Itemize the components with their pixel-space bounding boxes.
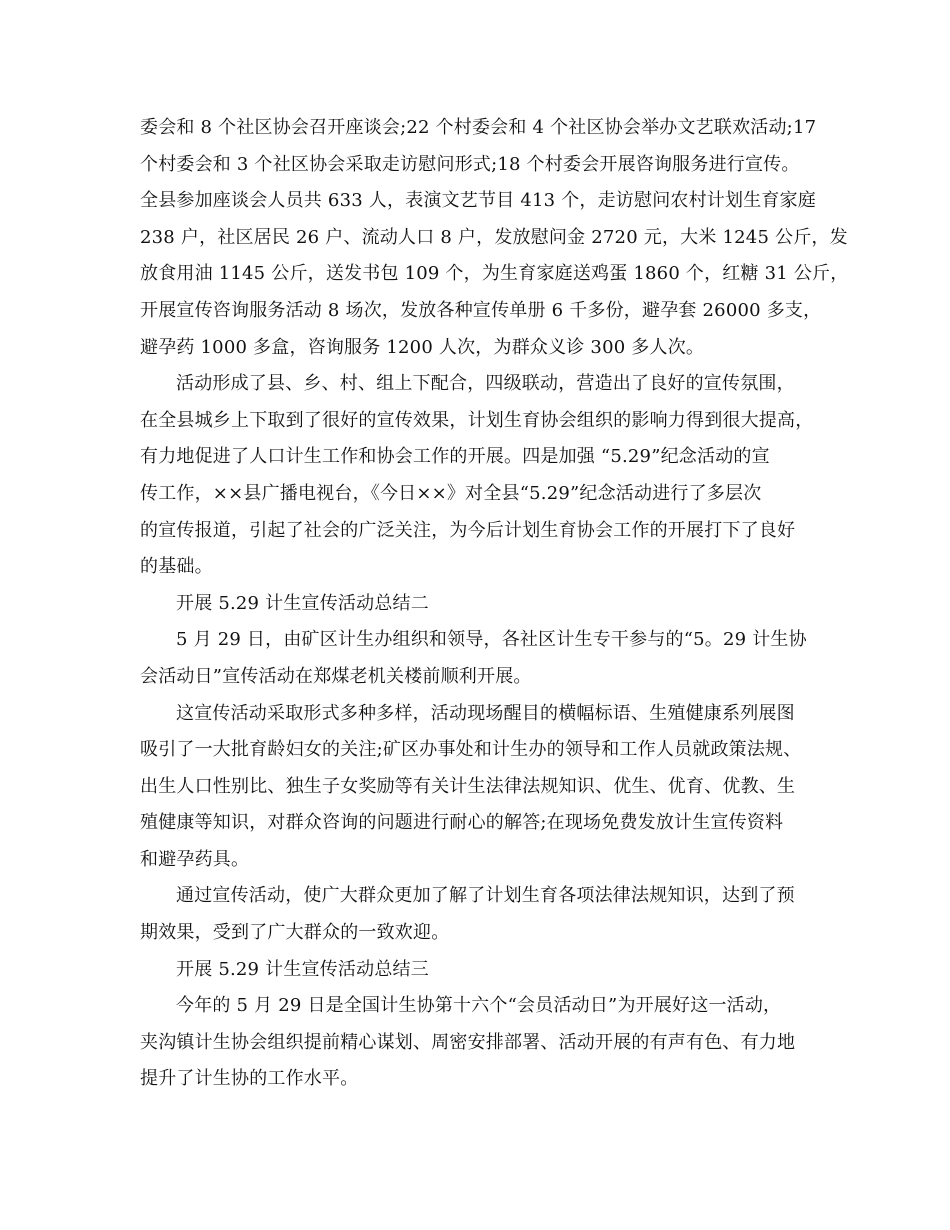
text-line: 出生人口性别比、独生子女奖励等有关计生法律法规知识、优生、优育、优教、生 bbox=[140, 775, 796, 797]
text-line: 238 户，社区居民 26 户、流动人口 8 户，发放慰问金 2720 元，大米 1245 公斤，发 bbox=[140, 226, 848, 248]
text-line: 提升了计生协的工作水平。 bbox=[140, 1068, 359, 1090]
paragraph-first-line: 活动形成了县、乡、村、组上下配合，四级联动，营造出了良好的宣传氛围， bbox=[176, 373, 795, 395]
text-line: 期效果，受到了广大群众的一致欢迎。 bbox=[140, 922, 450, 944]
text-line: 殖健康等知识，对群众咨询的问题进行耐心的解答;在现场免费发放计生宣传资料 bbox=[140, 812, 784, 834]
text-line: 有力地促进了人口计生工作和协会工作的开展。四是加强 “5.29”纪念活动的宣 bbox=[140, 446, 770, 468]
text-line: 委会和 8 个社区协会召开座谈会;22 个村委会和 4 个社区协会举办文艺联欢活动;17 bbox=[140, 117, 817, 138]
text-line: 在全县城乡上下取到了很好的宣传效果，计划生育协会组织的影响力得到很大提高， bbox=[140, 409, 814, 431]
paragraph-first-line: 通过宣传活动，使广大群众更加了解了计划生育各项法律法规知识，达到了预 bbox=[176, 885, 795, 907]
text-line: 和避孕药具。 bbox=[140, 848, 250, 870]
text-line: 传工作，××县广播电视台，《今日××》对全县“5.29”纪念活动进行了多层次 bbox=[140, 482, 762, 504]
document-body bbox=[140, 110, 849, 1098]
text-line: 会活动日”宣传活动在郑煤老机关楼前顺利开展。 bbox=[140, 665, 532, 687]
paragraph-first-line: 开展 5.29 计生宣传活动总结三 bbox=[176, 958, 429, 980]
text-line: 放食用油 1145 公斤，送发书包 109 个，为生育家庭送鸡蛋 1860 个，红糖 31 公斤， bbox=[140, 263, 849, 285]
text-line: 吸引了一大批育龄妇女的关注;矿区办事处和计生办的领导和工作人员就政策法规、 bbox=[140, 739, 802, 761]
text-line: 全县参加座谈会人员共 633 人，表演文艺节目 413 个，走访慰问农村计划生育家庭 bbox=[140, 190, 816, 212]
text-line: 的宣传报道，引起了社会的广泛关注，为今后计划生育协会工作的开展打下了良好 bbox=[140, 519, 796, 541]
text-line: 夹沟镇计生协会组织提前精心谋划、周密安排部署、活动开展的有声有色、有力地 bbox=[140, 1031, 796, 1053]
paragraph-first-line: 5 月 29 日，由矿区计生办组织和领导，各社区计生专干参与的“5。29 计生协 bbox=[176, 629, 807, 651]
text-line: 开展宣传咨询服务活动 8 场次，发放各种宣传单册 6 千多份，避孕套 26000 多支， bbox=[140, 299, 822, 321]
text-line: 的基础。 bbox=[140, 556, 213, 578]
paragraph-first-line: 开展 5.29 计生宣传活动总结二 bbox=[176, 592, 429, 614]
text-line: 个村委会和 3 个社区协会采取走访慰问形式;18 个村委会开展咨询服务进行宣传。 bbox=[140, 153, 800, 175]
paragraph-first-line: 今年的 5 月 29 日是全国计生协第十六个“会员活动日”为开展好这一活动， bbox=[176, 995, 782, 1017]
text-line: 避孕药 1000 多盒，咨询服务 1200 人次，为群众义诊 300 多人次。 bbox=[140, 336, 705, 358]
paragraph-first-line: 这宣传活动采取形式多种多样，活动现场醒目的横幅标语、生殖健康系列展图 bbox=[176, 702, 795, 724]
